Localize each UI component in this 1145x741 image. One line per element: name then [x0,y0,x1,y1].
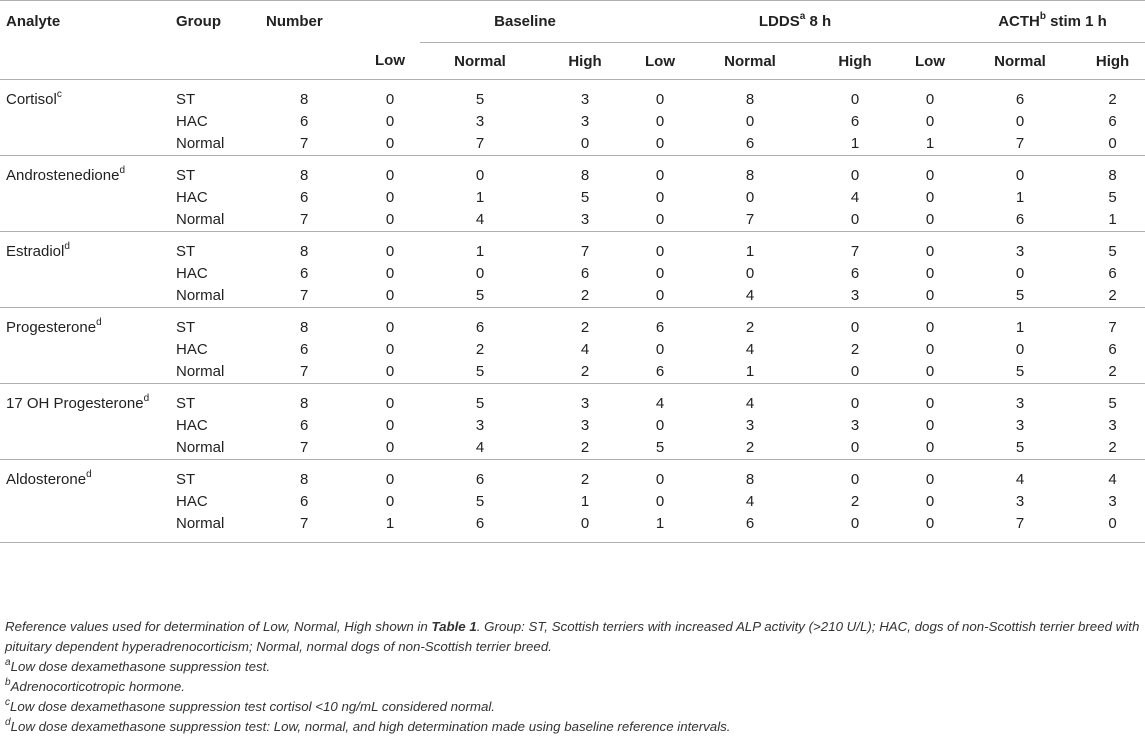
table-row [0,361,1145,384]
value-cell: 0 [385,395,395,412]
value-cell: 1 [850,135,860,152]
value-cell: 5 [1108,395,1117,412]
number-cell: 8 [300,395,309,412]
value-cell: 0 [925,493,935,510]
header-ldds-normal: Normal [724,52,776,70]
value-cell: 8 [580,167,590,184]
value-cell: 0 [925,471,935,488]
number-cell: 8 [300,319,309,336]
value-cell: 1 [745,363,755,380]
table-row [0,89,1145,111]
value-cell: 0 [1015,265,1025,282]
value-cell: 6 [1108,113,1117,130]
footnote-c: $^c$Low dose dexamethasone suppression test cortisol <10 ng/mL considered normal. [5,696,496,714]
value-cell: 0 [850,471,860,488]
table-row [0,393,1145,415]
header-acth-high: High [1095,52,1130,70]
value-cell: 0 [655,341,665,358]
value-cell: 0 [385,341,395,358]
table-row [0,263,1145,285]
value-cell: 0 [655,91,665,108]
value-cell: 3 [1108,493,1117,510]
value-cell: 0 [1015,167,1025,184]
value-cell: 0 [655,135,665,152]
value-cell: 7 [1015,135,1025,152]
value-cell: 4 [745,287,755,304]
value-cell: 0 [385,363,395,380]
value-cell: 1 [925,135,935,152]
number-cell: 6 [300,341,309,358]
table-reference-link[interactable]: Table 1 [431,619,477,634]
table-body [0,80,1145,543]
value-cell: 0 [1108,515,1117,532]
analyte-name [0,361,176,384]
value-cell: 4 [1108,471,1117,488]
value-cell: 8 [745,167,755,184]
number-cell: 6 [300,113,309,130]
footnote-d: $^d$Low dose dexamethasone suppression test: Low, normal, and high determination made using baseline reference intervals. [5,716,731,734]
value-cell: 3 [580,113,590,130]
group-cell: Normal [176,439,225,456]
analyte-name: Progesterone$^d$ [6,317,102,336]
value-cell: 0 [655,189,665,206]
analyte-name: Estradiol$^d$ [6,241,70,260]
value-cell: 3 [580,91,590,108]
number-cell: 8 [300,471,309,488]
value-cell: 7 [745,211,755,228]
number-cell: 7 [300,211,309,228]
value-cell: 6 [475,319,485,336]
value-cell: 8 [745,91,755,108]
value-cell: 1 [385,515,395,532]
value-cell: 0 [745,189,755,206]
header-acth-normal: Normal [994,52,1046,70]
value-cell: 3 [850,417,860,434]
value-cell: 0 [925,341,935,358]
value-cell: 4 [580,341,590,358]
value-cell: 5 [1015,439,1025,456]
value-cell: 1 [1015,319,1025,336]
group-cell: ST [176,471,196,488]
table-row [0,209,1145,232]
analyte-name: Cortisol$^c$ [6,89,62,108]
value-cell: 1 [745,243,755,260]
value-cell: 0 [925,287,935,304]
analyte-name [0,285,176,308]
value-cell: 4 [745,493,755,510]
value-cell: 0 [925,363,935,380]
analyte-name [0,513,176,535]
value-cell: 4 [1015,471,1025,488]
value-cell: 0 [850,319,860,336]
group-cell: Normal [176,287,225,304]
number-cell: 8 [300,91,309,108]
header-baseline-low: Low [375,52,405,70]
analyte-name [0,133,176,156]
value-cell: 1 [475,189,485,206]
value-cell: 0 [925,189,935,206]
header-baseline-high: High [568,52,602,70]
group-cell: Normal [176,211,225,228]
value-cell: 1 [1108,211,1117,228]
header-ldds-low: Low [645,52,676,70]
value-cell: 5 [580,189,590,206]
header-ldds-high: High [838,52,872,70]
value-cell: 0 [385,243,395,260]
header-analyte: Analyte [6,13,61,31]
value-cell: 0 [925,265,935,282]
value-cell: 5 [1108,243,1117,260]
value-cell: 0 [1015,341,1025,358]
value-cell: 4 [745,395,755,412]
value-cell: 1 [475,243,485,260]
value-cell: 5 [475,493,485,510]
header-ldds: LDDS$^a$ 8 h [690,1,900,43]
value-cell: 2 [580,439,590,456]
value-cell: 0 [385,471,395,488]
value-cell: 3 [475,113,485,130]
value-cell: 3 [1015,395,1025,412]
value-cell: 0 [850,167,860,184]
analyte-name: Aldosterone$^d$ [6,469,92,488]
value-cell: 2 [1108,287,1117,304]
group-cell: ST [176,243,196,260]
analyte-name [0,491,176,513]
value-cell: 0 [475,265,485,282]
value-cell: 5 [475,91,485,108]
number-cell: 7 [300,515,309,532]
value-cell: 7 [580,243,590,260]
value-cell: 0 [925,439,935,456]
value-cell: 4 [850,189,860,206]
value-cell: 6 [1108,341,1117,358]
number-cell: 6 [300,189,309,206]
value-cell: 0 [745,265,755,282]
value-cell: 2 [475,341,485,358]
value-cell: 2 [1108,91,1117,108]
value-cell: 6 [1108,265,1117,282]
value-cell: 6 [655,363,665,380]
value-cell: 0 [745,113,755,130]
value-cell: 0 [385,167,395,184]
group-cell: ST [176,91,196,108]
value-cell: 3 [850,287,860,304]
table-row [0,469,1145,491]
value-cell: 3 [745,417,755,434]
group-cell: Normal [176,135,225,152]
value-cell: 0 [925,167,935,184]
value-cell: 5 [475,395,485,412]
value-cell: 0 [385,417,395,434]
number-cell: 6 [300,493,309,510]
value-cell: 0 [1108,135,1117,152]
value-cell: 8 [745,471,755,488]
header-number: Number [266,13,323,31]
value-cell: 0 [850,395,860,412]
header-baseline: Baseline [420,1,630,43]
value-cell: 0 [925,417,935,434]
table-row [0,111,1145,133]
value-cell: 2 [850,341,860,358]
value-cell: 0 [385,113,395,130]
value-cell: 1 [580,493,590,510]
value-cell: 0 [850,211,860,228]
analyte-name [0,111,176,133]
value-cell: 0 [385,189,395,206]
value-cell: 6 [850,113,860,130]
value-cell: 5 [1108,189,1117,206]
value-cell: 3 [1015,493,1025,510]
table-row [0,285,1145,308]
footnote-a: $^a$Low dose dexamethasone suppression test. [5,656,271,674]
value-cell: 2 [580,471,590,488]
value-cell: 0 [655,167,665,184]
analyte-name [0,339,176,361]
value-cell: 0 [385,265,395,282]
value-cell: 0 [925,319,935,336]
value-cell: 6 [745,515,755,532]
value-cell: 4 [475,439,485,456]
number-cell: 7 [300,439,309,456]
value-cell: 0 [655,243,665,260]
value-cell: 0 [925,113,935,130]
table-footnotes [5,617,1140,737]
table-header [0,1,1145,80]
table-row [0,513,1145,535]
group-cell: Normal [176,363,225,380]
value-cell: 5 [655,439,665,456]
value-cell: 6 [1015,211,1025,228]
value-cell: 6 [475,471,485,488]
value-cell: 0 [925,243,935,260]
value-cell: 0 [850,439,860,456]
value-cell: 2 [1108,439,1117,456]
value-cell: 0 [385,211,395,228]
analyte-name [0,209,176,232]
value-cell: 0 [385,439,395,456]
value-cell: 0 [475,167,485,184]
group-cell: HAC [176,265,208,282]
value-cell: 6 [1015,91,1025,108]
value-cell: 1 [1015,189,1025,206]
value-cell: 0 [655,417,665,434]
value-cell: 5 [475,287,485,304]
number-cell: 7 [300,135,309,152]
value-cell: 1 [655,515,665,532]
group-cell: HAC [176,341,208,358]
table-row [0,165,1145,187]
group-cell: HAC [176,417,208,434]
header-acth: ACTH$^b$ stim 1 h [960,1,1145,43]
number-cell: 6 [300,417,309,434]
header-group: Group [176,13,221,31]
table-row [0,133,1145,156]
value-cell: 7 [1015,515,1025,532]
analyte-name [0,263,176,285]
table-row [0,437,1145,460]
group-cell: ST [176,319,196,336]
value-cell: 2 [580,287,590,304]
group-cell: HAC [176,493,208,510]
value-cell: 4 [745,341,755,358]
group-cell: ST [176,395,196,412]
value-cell: 2 [850,493,860,510]
number-cell: 6 [300,265,309,282]
value-cell: 4 [475,211,485,228]
value-cell: 0 [850,363,860,380]
value-cell: 0 [385,287,395,304]
number-cell: 8 [300,243,309,260]
table-row [0,491,1145,513]
table-row [0,339,1145,361]
number-cell: 7 [300,363,309,380]
value-cell: 0 [655,471,665,488]
group-cell: Normal [176,515,225,532]
value-cell: 5 [475,363,485,380]
value-cell: 0 [655,265,665,282]
value-cell: 0 [580,515,590,532]
value-cell: 0 [655,211,665,228]
value-cell: 2 [745,439,755,456]
footnote-b: $^b$Adrenocorticotropic hormone. [5,676,185,694]
value-cell: 7 [1108,319,1117,336]
value-cell: 8 [1108,167,1117,184]
value-cell: 3 [1015,417,1025,434]
value-cell: 3 [580,417,590,434]
value-cell: 5 [1015,363,1025,380]
value-cell: 0 [385,135,395,152]
group-cell: ST [176,167,196,184]
analyte-name: 17 OH Progesterone$^d$ [6,393,150,412]
value-cell: 0 [850,91,860,108]
value-cell: 3 [1015,243,1025,260]
value-cell: 0 [655,287,665,304]
value-cell: 0 [385,91,395,108]
value-cell: 0 [385,493,395,510]
analyte-name: Androstenedione$^d$ [6,165,125,184]
header-baseline-normal: Normal [454,52,506,70]
table-row [0,415,1145,437]
value-cell: 7 [475,135,485,152]
value-cell: 0 [925,91,935,108]
value-cell: 5 [1015,287,1025,304]
analyte-name [0,187,176,209]
value-cell: 0 [655,113,665,130]
value-cell: 0 [925,515,935,532]
table-row [0,187,1145,209]
value-cell: 6 [850,265,860,282]
value-cell: 0 [580,135,590,152]
value-cell: 2 [580,319,590,336]
value-cell: 2 [1108,363,1117,380]
value-cell: 6 [580,265,590,282]
number-cell: 7 [300,287,309,304]
value-cell: 4 [655,395,665,412]
value-cell: 0 [925,211,935,228]
value-cell: 6 [745,135,755,152]
value-cell: 3 [580,211,590,228]
value-cell: 2 [580,363,590,380]
table-row [0,241,1145,263]
analyte-name [0,437,176,460]
value-cell: 2 [745,319,755,336]
value-cell: 0 [850,515,860,532]
value-cell: 0 [925,395,935,412]
value-cell: 3 [1108,417,1117,434]
value-cell: 3 [475,417,485,434]
value-cell: 7 [850,243,860,260]
group-cell: HAC [176,189,208,206]
number-cell: 8 [300,167,309,184]
value-cell: 6 [655,319,665,336]
header-acth-low: Low [915,52,946,70]
group-cell: HAC [176,113,208,130]
value-cell: 6 [475,515,485,532]
footnote-reference: Reference values used for determination of Low, Normal, High shown in Table 1. Group: ST, Scottish terriers with increased ALP activity (>210 U/L); HAC, dogs of non-Scottish terrier breed with pituitary dependent hyperadrenocorticism; Normal, normal dogs of non-Scottish terrier breed. [5,619,1140,654]
analyte-name [0,415,176,437]
value-cell: 0 [655,493,665,510]
value-cell: 0 [1015,113,1025,130]
table-row [0,317,1145,339]
value-cell: 3 [580,395,590,412]
value-cell: 0 [385,319,395,336]
